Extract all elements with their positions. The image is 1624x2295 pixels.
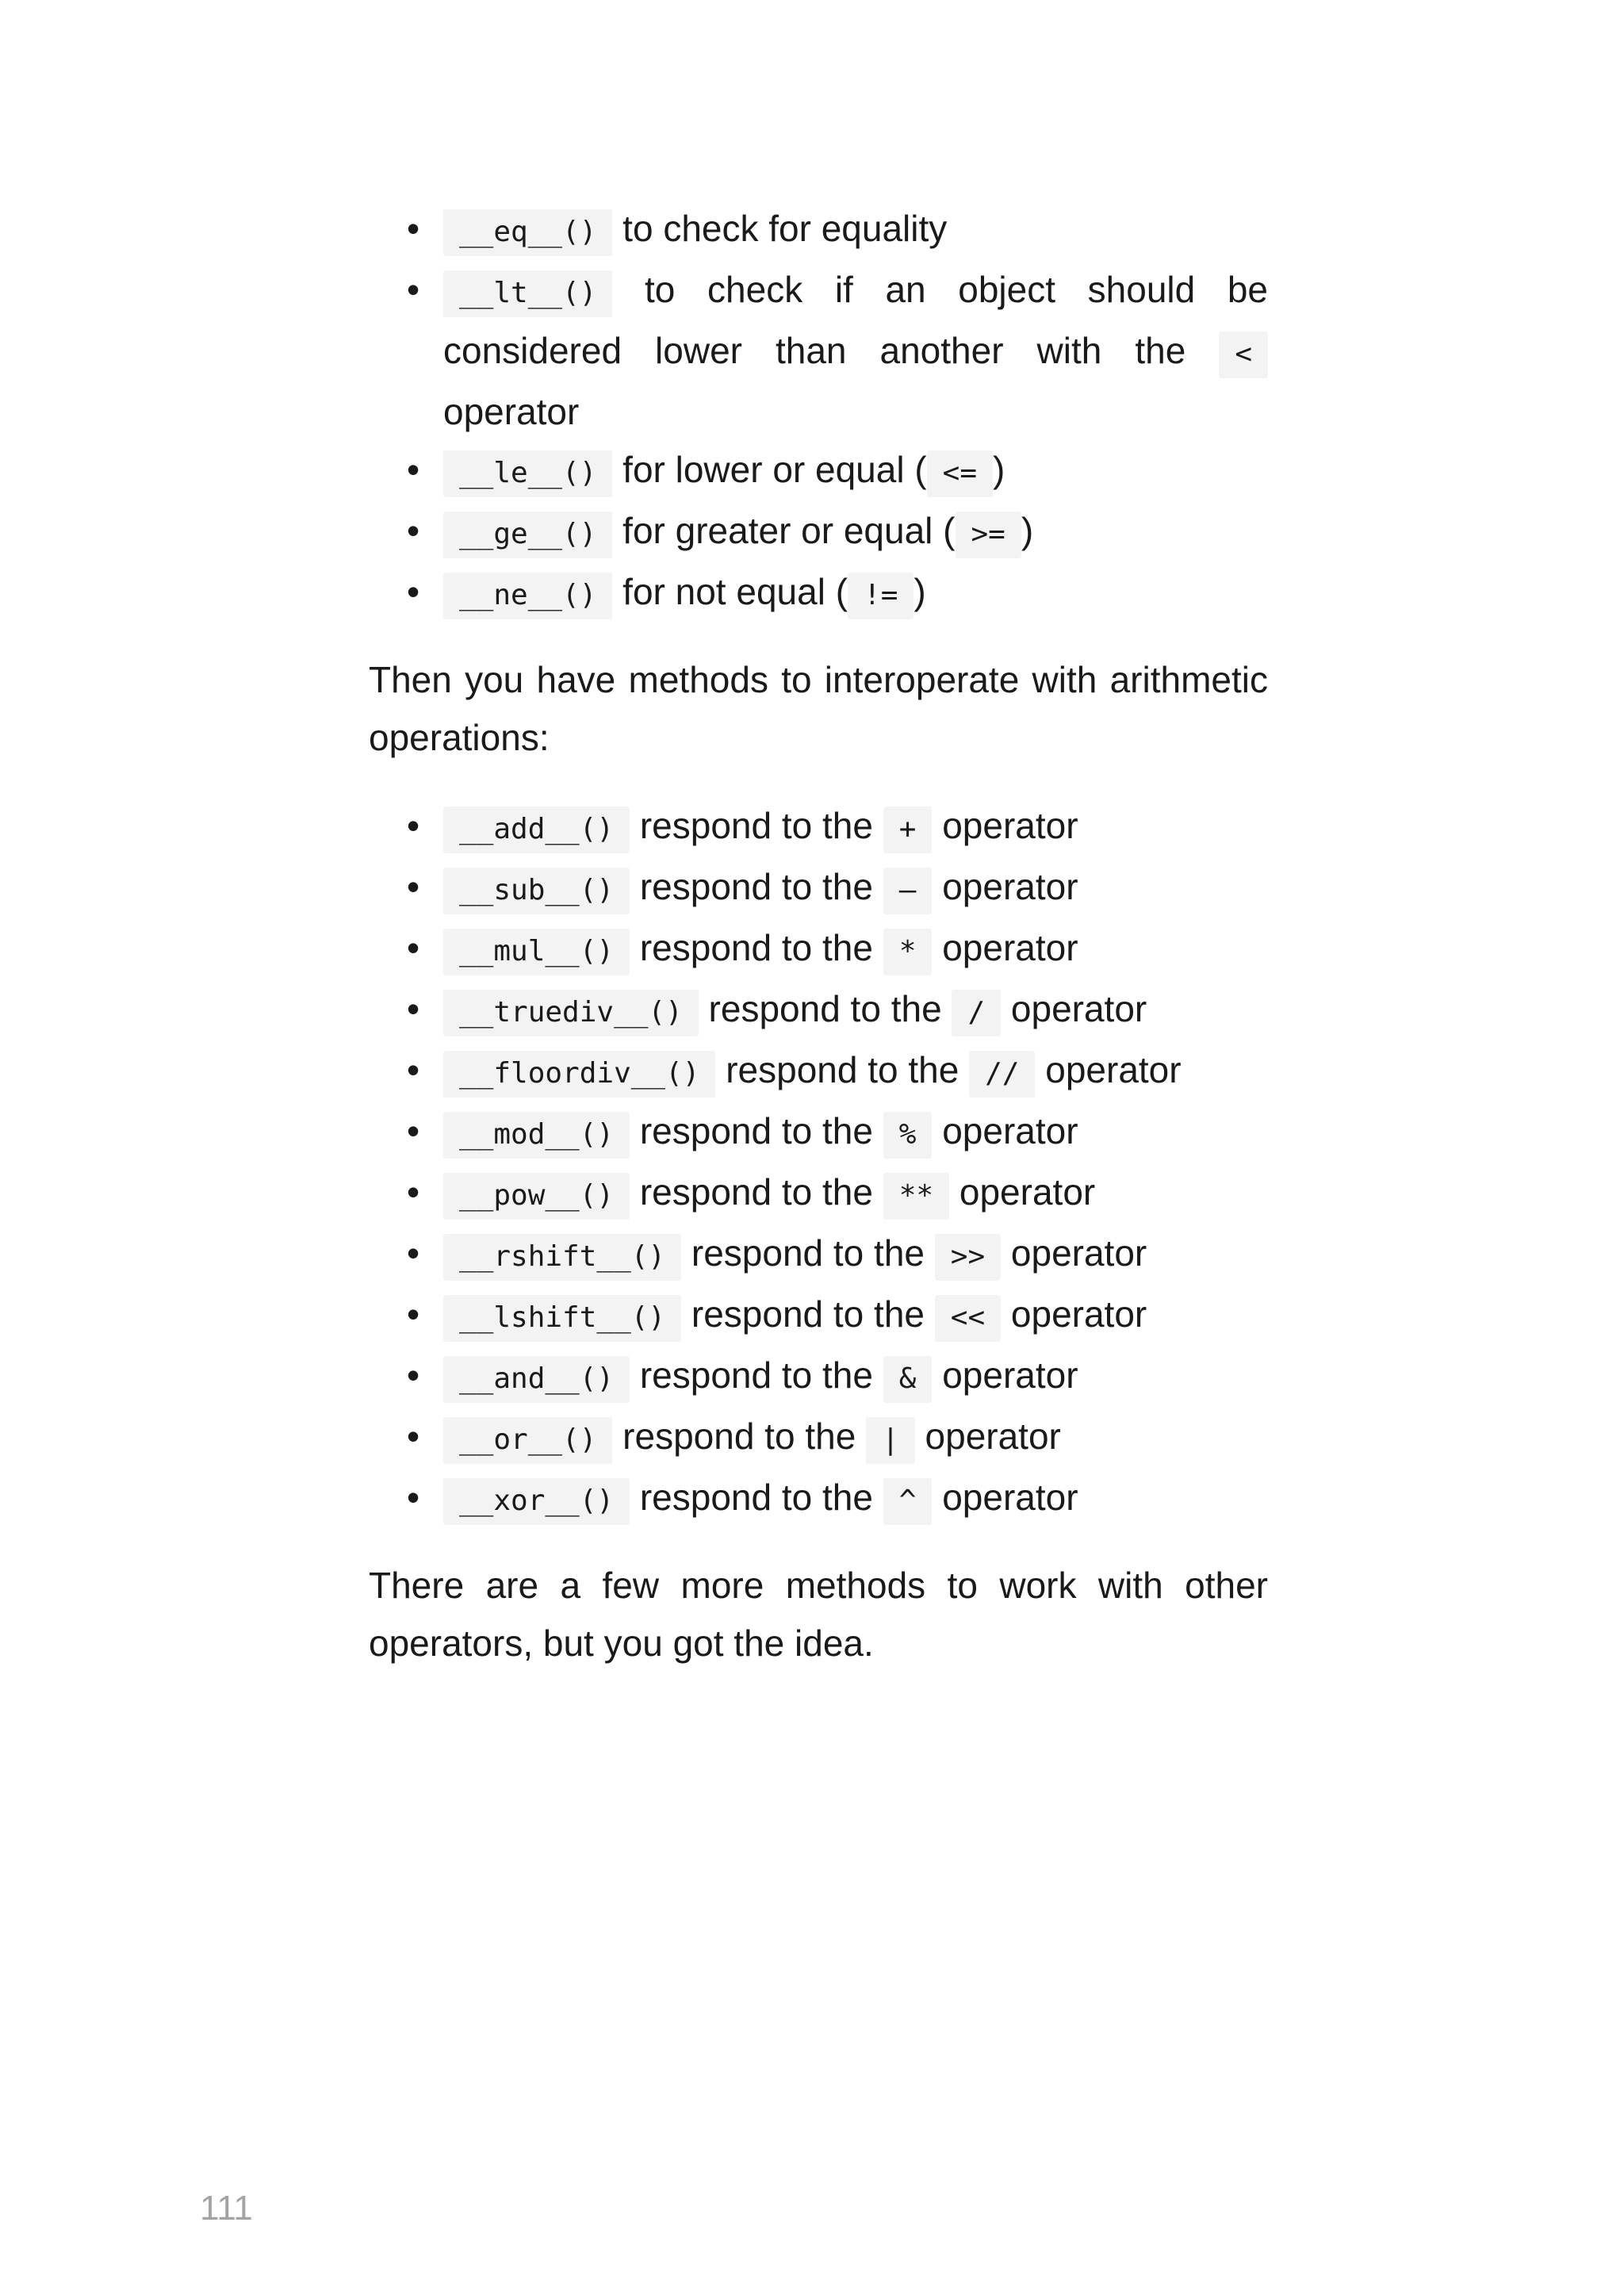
item-text: for lower or equal ( — [622, 449, 927, 490]
bullet-icon: • — [407, 510, 420, 551]
item-text: respond to the — [639, 805, 873, 846]
code-method: __sub__() — [443, 868, 630, 914]
spacer — [369, 624, 1268, 651]
bullet-icon: • — [407, 988, 420, 1029]
code-method: __lshift__() — [443, 1295, 681, 1342]
code-operator: + — [883, 807, 933, 853]
item-text: respond to the — [639, 927, 873, 968]
code-eq: __eq__() — [443, 209, 612, 256]
code-method: __xor__() — [443, 1478, 630, 1525]
code-method: __add__() — [443, 807, 630, 853]
list-item-arithmetic — [369, 980, 1268, 1041]
item-text: respond to the — [639, 1354, 873, 1396]
code-method: __pow__() — [443, 1173, 630, 1220]
code-method: __truediv__() — [443, 990, 699, 1036]
code-op-ne: != — [848, 573, 914, 619]
bullet-icon: • — [407, 1354, 420, 1396]
code-ne: __ne__() — [443, 573, 612, 619]
bullet-icon: • — [407, 1171, 420, 1213]
code-operator: – — [883, 868, 933, 914]
list-item-arithmetic — [369, 858, 1268, 919]
code-method: __rshift__() — [443, 1234, 681, 1281]
code-operator: * — [883, 929, 933, 975]
list-item-arithmetic — [369, 1347, 1268, 1408]
bullet-icon: • — [407, 1416, 420, 1457]
bullet-icon: • — [407, 208, 420, 249]
code-operator: % — [883, 1112, 933, 1159]
list-item-ge — [369, 502, 1268, 563]
code-op-le: <= — [927, 450, 993, 497]
code-operator: ** — [883, 1173, 949, 1220]
bullet-icon: • — [407, 927, 420, 968]
code-method: __floordiv__() — [443, 1051, 715, 1098]
item-suffix: operator — [1045, 1049, 1182, 1090]
item-suffix: operator — [942, 1354, 1078, 1396]
paragraph-arithmetic-intro: Then you have methods to interoperate with arithmetic operations: — [369, 659, 1268, 758]
item-suffix: operator — [959, 1171, 1096, 1213]
item-suffix: operator — [942, 805, 1078, 846]
code-operator: | — [866, 1417, 915, 1464]
item-text: to check if an object should be considered lower than another with the — [443, 269, 1269, 371]
code-method: __and__() — [443, 1356, 630, 1403]
code-le: __le__() — [443, 450, 612, 497]
item-text: respond to the — [622, 1416, 856, 1457]
item-suffix: operator — [1010, 1293, 1147, 1335]
item-text: respond to the — [708, 988, 942, 1029]
bullet-icon: • — [407, 866, 420, 907]
item-text: respond to the — [639, 1110, 873, 1151]
comparison-methods-list — [369, 200, 1268, 624]
list-item-arithmetic — [369, 797, 1268, 858]
bullet-icon: • — [407, 1049, 420, 1090]
item-suffix: operator — [942, 1477, 1078, 1518]
item-text: respond to the — [726, 1049, 959, 1090]
item-text: respond to the — [639, 1477, 873, 1518]
item-suffix: operator — [1010, 1232, 1147, 1274]
bullet-icon: • — [407, 1232, 420, 1274]
list-item-arithmetic — [369, 1224, 1268, 1285]
item-text: respond to the — [639, 1171, 873, 1213]
item-text: for not equal ( — [622, 571, 848, 612]
item-text: to check for equality — [622, 208, 948, 249]
item-suffix: operator — [942, 927, 1078, 968]
item-text: for greater or equal ( — [622, 510, 956, 551]
page-number: 111 — [200, 2189, 253, 2228]
item-suffix: ) — [914, 571, 926, 612]
bullet-icon: • — [407, 1477, 420, 1518]
spacer — [369, 1530, 1268, 1557]
item-suffix: operator — [942, 866, 1078, 907]
bullet-icon: • — [407, 1293, 420, 1335]
item-text: respond to the — [639, 866, 873, 907]
code-op-lt: < — [1219, 331, 1268, 378]
item-suffix: ) — [1021, 510, 1034, 551]
list-item-arithmetic — [369, 919, 1268, 980]
code-operator: // — [969, 1051, 1035, 1098]
bullet-icon: • — [407, 805, 420, 846]
code-operator: << — [935, 1295, 1001, 1342]
code-op-ge: >= — [956, 511, 1021, 558]
list-item-arithmetic — [369, 1041, 1268, 1102]
list-item-eq — [369, 200, 1268, 261]
page-content — [369, 200, 1268, 1672]
item-suffix: operator — [1010, 988, 1147, 1029]
item-text: respond to the — [691, 1232, 925, 1274]
code-method: __mul__() — [443, 929, 630, 975]
code-lt: __lt__() — [443, 270, 612, 317]
code-method: __mod__() — [443, 1112, 630, 1159]
bullet-icon: • — [407, 449, 420, 490]
code-method: __or__() — [443, 1417, 612, 1464]
item-suffix: operator — [942, 1110, 1078, 1151]
list-item-lt — [369, 261, 1268, 441]
code-operator: ^ — [883, 1478, 933, 1525]
code-operator: & — [883, 1356, 933, 1403]
list-item-arithmetic — [369, 1408, 1268, 1469]
list-item-arithmetic — [369, 1285, 1268, 1347]
bullet-icon: • — [407, 269, 420, 310]
list-item-ne — [369, 563, 1268, 624]
item-text: respond to the — [691, 1293, 925, 1335]
list-item-arithmetic — [369, 1469, 1268, 1530]
spacer — [369, 767, 1268, 797]
item-suffix: operator — [443, 391, 580, 432]
item-suffix: ) — [993, 449, 1005, 490]
code-ge: __ge__() — [443, 511, 612, 558]
paragraph-closing: There are a few more methods to work with other operators, but you got the idea. — [369, 1565, 1268, 1664]
item-suffix: operator — [925, 1416, 1061, 1457]
bullet-icon: • — [407, 571, 420, 612]
code-operator: / — [952, 990, 1001, 1036]
code-operator: >> — [935, 1234, 1001, 1281]
arithmetic-methods-list — [369, 797, 1268, 1530]
list-item-arithmetic — [369, 1102, 1268, 1163]
list-item-arithmetic — [369, 1163, 1268, 1224]
bullet-icon: • — [407, 1110, 420, 1151]
list-item-le — [369, 441, 1268, 502]
